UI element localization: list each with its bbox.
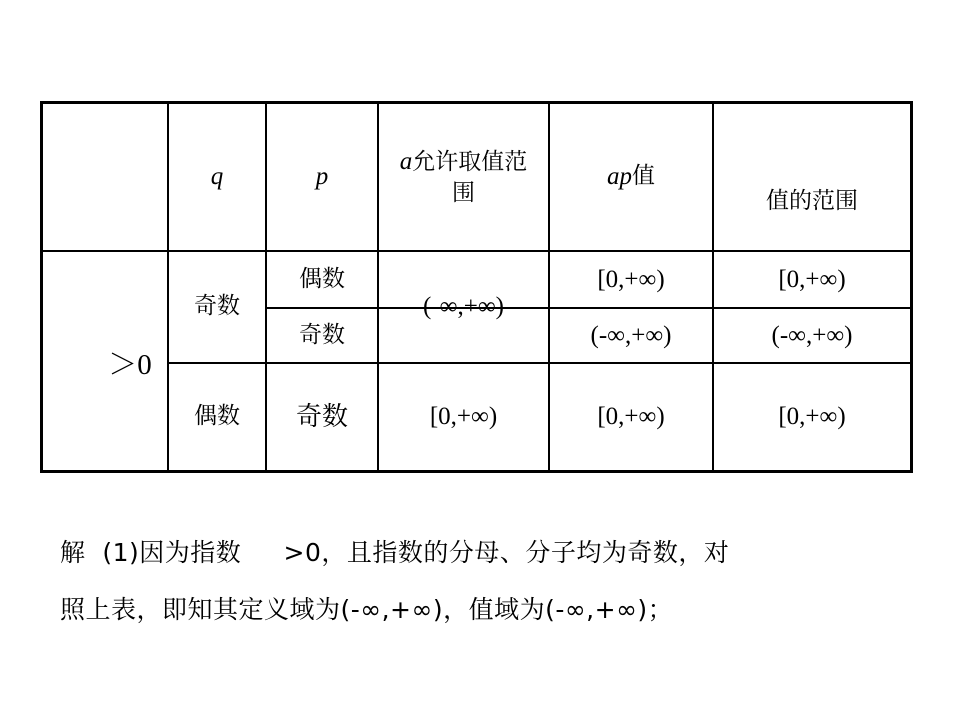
- row3-q: 偶数: [194, 403, 240, 430]
- row3-ap: [0,+∞): [597, 403, 665, 430]
- row2-range: (-∞,+∞): [771, 321, 853, 349]
- row2-p: 奇数: [299, 321, 345, 348]
- row1-p: 偶数: [299, 265, 345, 292]
- header-ap-value: a p 值: [607, 163, 655, 190]
- row3-p: 奇数: [295, 402, 348, 432]
- row1-ap: [0,+∞): [597, 265, 665, 293]
- left-label: ＞0: [108, 348, 152, 381]
- header-p: p: [315, 163, 329, 190]
- header-a-allowed-range: [379, 104, 548, 250]
- row1-q: 奇数: [194, 293, 240, 320]
- header-value-range: 值的范围: [766, 188, 858, 215]
- header-a-allowed-range-label: 允许取值范围: [412, 148, 528, 207]
- row1-a-range: (-∞,+∞): [423, 293, 504, 320]
- solution-line-2: 照上表，即知其定义域为(-∞,+∞)，值域为(-∞,+∞)；: [60, 595, 674, 624]
- header-ap-suffix: 值: [632, 163, 655, 190]
- header-q: q: [210, 163, 224, 190]
- row2-ap: (-∞,+∞): [590, 321, 672, 349]
- solution-line-1: 解 (1)因为指数 >0，且指数的分母、分子均为奇数，对: [60, 538, 730, 567]
- header-a-symbol: a: [399, 147, 413, 175]
- header-ap-base: a: [607, 163, 620, 190]
- row3-range: [0,+∞): [778, 403, 846, 430]
- row3-a-range: [0,+∞): [429, 403, 498, 430]
- exponent-table: [40, 101, 913, 473]
- row1-range: [0,+∞): [778, 265, 846, 293]
